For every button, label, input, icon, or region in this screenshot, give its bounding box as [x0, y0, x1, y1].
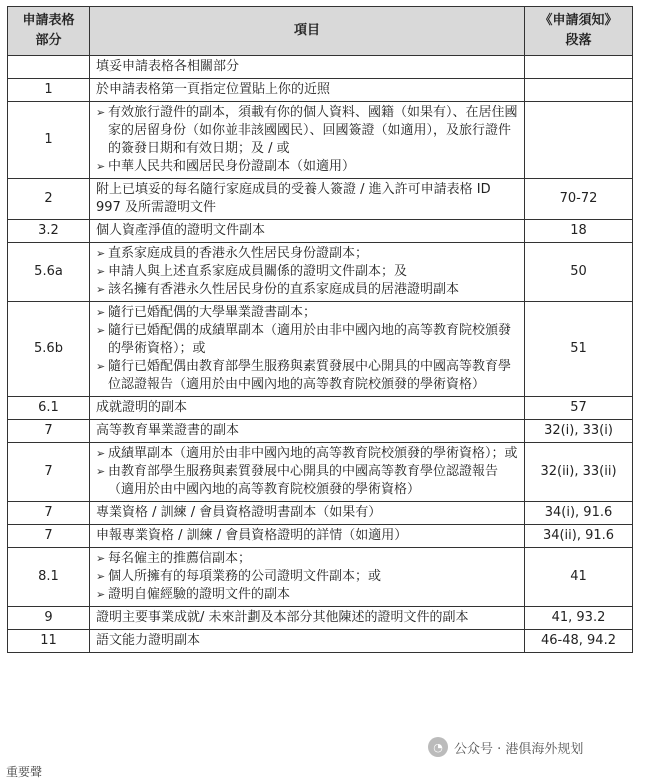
bullet-item — [96, 245, 518, 263]
paragraph-cell: 34(i), 91.6 — [525, 502, 633, 525]
arrow-bullet-icon: ➢ — [96, 552, 106, 565]
item-text: 填妥申請表格各相關部分 — [96, 59, 240, 74]
section-cell: 7 — [8, 502, 90, 525]
table-row — [8, 243, 633, 302]
arrow-bullet-icon: ➢ — [96, 360, 106, 373]
item-cell — [90, 302, 525, 397]
bullet-text: 隨行已婚配偶的成績單副本（適用於由非中國內地的高等教育院校頒發的學術資格）；或 — [108, 323, 512, 356]
section-cell: 11 — [8, 630, 90, 653]
paragraph-cell: 32(ii), 33(ii) — [525, 443, 633, 502]
bullet-item — [96, 322, 518, 358]
arrow-bullet-icon: ➢ — [96, 324, 106, 337]
arrow-bullet-icon: ➢ — [96, 283, 106, 296]
arrow-bullet-icon: ➢ — [96, 570, 106, 583]
bullet-text: 該名擁有香港永久性居民身份的直系家庭成員的居港證明副本 — [108, 282, 460, 297]
table-row — [8, 302, 633, 397]
item-cell — [90, 397, 525, 420]
bullet-item — [96, 104, 518, 158]
table-row — [8, 630, 633, 653]
section-cell: 7 — [8, 420, 90, 443]
item-cell — [90, 607, 525, 630]
item-cell — [90, 525, 525, 548]
item-text: 申報專業資格 / 訓練 / 會員資格證明的詳情（如適用） — [96, 528, 408, 543]
table-row — [8, 443, 633, 502]
bullet-item — [96, 158, 518, 176]
section-cell: 5.6b — [8, 302, 90, 397]
item-cell — [90, 102, 525, 179]
item-cell — [90, 79, 525, 102]
paragraph-cell: 41 — [525, 548, 633, 607]
item-text: 於申請表格第一頁指定位置貼上你的近照 — [96, 82, 331, 97]
bullet-item — [96, 281, 518, 299]
paragraph-cell: 50 — [525, 243, 633, 302]
bullet-text: 每名僱主的推薦信副本； — [108, 551, 252, 566]
item-cell — [90, 420, 525, 443]
item-cell — [90, 56, 525, 79]
section-cell: 7 — [8, 525, 90, 548]
paragraph-cell: 18 — [525, 220, 633, 243]
section-cell: 3.2 — [8, 220, 90, 243]
paragraph-cell: 70-72 — [525, 179, 633, 220]
paragraph-cell: 51 — [525, 302, 633, 397]
table-row — [8, 525, 633, 548]
bullet-text: 成績單副本（適用於由非中國內地的高等教育院校頒發的學術資格）；或 — [108, 446, 518, 461]
bullet-text: 中華人民共和國居民身份證副本（如適用） — [108, 159, 356, 174]
item-text: 附上已填妥的每名隨行家庭成員的受養人簽證 / 進入許可申請表格 ID 997 及所需證明文件 — [96, 182, 491, 215]
item-cell — [90, 243, 525, 302]
bullet-item — [96, 445, 518, 463]
item-cell — [90, 502, 525, 525]
arrow-bullet-icon: ➢ — [96, 306, 106, 319]
table-header-row — [8, 7, 633, 56]
arrow-bullet-icon: ➢ — [96, 588, 106, 601]
checklist-table — [7, 6, 633, 653]
header-paragraph-line1: 《申請須知》 — [539, 13, 618, 28]
header-item: 項目 — [90, 7, 525, 56]
bullet-text: 隨行已婚配偶由教育部學生服務與素質發展中心開具的中國高等教育學位認證報告（適用於由中國內地的高等教育院校頒發的學術資格） — [108, 359, 512, 392]
bullet-item — [96, 568, 518, 586]
paragraph-cell — [525, 102, 633, 179]
paragraph-cell: 46-48, 94.2 — [525, 630, 633, 653]
item-text: 成就證明的副本 — [96, 400, 188, 415]
item-cell — [90, 630, 525, 653]
paragraph-cell — [525, 79, 633, 102]
section-cell: 1 — [8, 79, 90, 102]
paragraph-cell: 57 — [525, 397, 633, 420]
section-cell: 2 — [8, 179, 90, 220]
header-section-line2: 部分 — [35, 33, 62, 48]
bullet-item — [96, 358, 518, 394]
item-cell — [90, 548, 525, 607]
arrow-bullet-icon: ➢ — [96, 447, 106, 460]
bullet-text: 個人所擁有的每項業務的公司證明文件副本；或 — [108, 569, 382, 584]
section-cell — [8, 56, 90, 79]
section-cell: 8.1 — [8, 548, 90, 607]
item-text: 個人資產淨值的證明文件副本 — [96, 223, 266, 238]
table-row — [8, 79, 633, 102]
item-text: 語文能力證明副本 — [96, 633, 201, 648]
arrow-bullet-icon: ➢ — [96, 160, 106, 173]
paragraph-cell — [525, 56, 633, 79]
paragraph-cell: 41, 93.2 — [525, 607, 633, 630]
section-cell: 5.6a — [8, 243, 90, 302]
bullet-text: 有效旅行證件的副本，須載有你的個人資料、國籍（如果有）、在居住國家的居留身份（如你並非該國國民）、回國簽證（如適用），及旅行證件的簽發日期和有效日期；及 / 或 — [108, 105, 518, 156]
table-row — [8, 179, 633, 220]
table-row — [8, 220, 633, 243]
paragraph-cell: 32(i), 33(i) — [525, 420, 633, 443]
bullet-item — [96, 304, 518, 322]
section-cell: 1 — [8, 102, 90, 179]
bullet-item — [96, 263, 518, 281]
item-text: 高等教育畢業證書的副本 — [96, 423, 240, 438]
bullet-text: 由教育部學生服務與素質發展中心開具的中國高等教育學位認證報告（適用於由中國內地的高等教育院校頒發的學術資格） — [108, 464, 499, 497]
table-body — [8, 56, 633, 653]
wechat-icon: ◔ — [428, 737, 448, 757]
bullet-text: 隨行已婚配偶的大學畢業證書副本； — [108, 305, 317, 320]
table-row — [8, 102, 633, 179]
table-row — [8, 397, 633, 420]
bullet-item — [96, 463, 518, 499]
bullet-item — [96, 550, 518, 568]
arrow-bullet-icon: ➢ — [96, 265, 106, 278]
section-cell: 6.1 — [8, 397, 90, 420]
table-row — [8, 420, 633, 443]
bullet-text: 申請人與上述直系家庭成員關係的證明文件副本；及 — [108, 264, 408, 279]
item-text: 證明主要事業成就/ 未來計劃及本部分其他陳述的證明文件的副本 — [96, 610, 469, 625]
header-section-line1: 申請表格 — [22, 13, 75, 28]
section-cell: 9 — [8, 607, 90, 630]
table-row — [8, 607, 633, 630]
header-paragraph-line2: 段落 — [565, 33, 592, 48]
arrow-bullet-icon: ➢ — [96, 247, 106, 260]
table-row — [8, 548, 633, 607]
header-section — [8, 7, 90, 56]
bullet-text: 證明自僱經驗的證明文件的副本 — [108, 587, 291, 602]
section-cell: 7 — [8, 443, 90, 502]
paragraph-cell: 34(ii), 91.6 — [525, 525, 633, 548]
header-paragraph — [525, 7, 633, 56]
item-text: 專業資格 / 訓練 / 會員資格證明書副本（如果有） — [96, 505, 382, 520]
footer-text: 重要聲 — [6, 765, 43, 779]
bullet-text: 直系家庭成員的香港永久性居民身份證副本； — [108, 246, 369, 261]
arrow-bullet-icon: ➢ — [96, 465, 106, 478]
item-cell — [90, 220, 525, 243]
item-cell — [90, 179, 525, 220]
table-row — [8, 56, 633, 79]
item-cell — [90, 443, 525, 502]
watermark — [428, 734, 628, 760]
bullet-item — [96, 586, 518, 604]
table-row — [8, 502, 633, 525]
watermark-text: 公众号 · 港俱海外规划 — [454, 741, 584, 757]
arrow-bullet-icon: ➢ — [96, 106, 106, 119]
